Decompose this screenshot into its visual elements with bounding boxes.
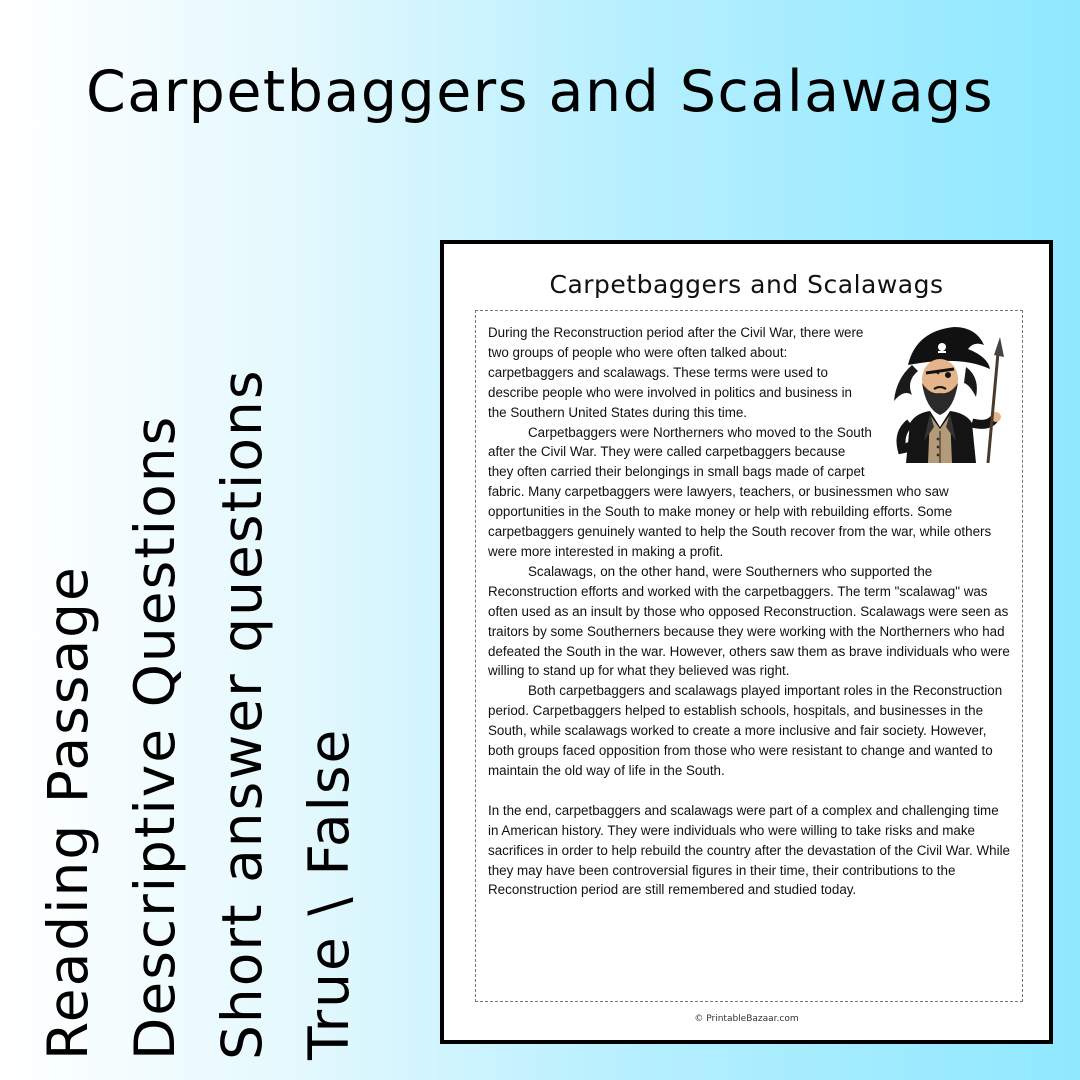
passage-text bbox=[488, 323, 1012, 900]
feature-item-true-false: True \ False bbox=[297, 727, 361, 1060]
passage-paragraph: During the Reconstruction period after the Civil War, there were two groups of people who were often talked about: carpetbaggers and scalawags. These terms were used to describe people who were involved in politics and business in the Southern United States during this time. bbox=[488, 325, 864, 420]
copyright-footer: © PrintableBazaar.com bbox=[694, 1014, 799, 1024]
passage-paragraph: In the end, carpetbaggers and scalawags were part of a complex and challenging time in American history. They were individuals who were willing to take risks and make sacrifices in order to help rebuild the country after the devastation of the Civil War. While they may have been controversial figures in their time, their contributions to the Reconstruction period are still remembered and studied today. bbox=[488, 802, 1010, 898]
passage-box bbox=[475, 310, 1023, 1002]
feature-item-reading-passage: Reading Passage bbox=[36, 565, 100, 1060]
feature-item-descriptive-questions: Descriptive Questions bbox=[123, 414, 187, 1060]
worksheet-preview bbox=[440, 240, 1053, 1044]
pirate-illustration-icon bbox=[876, 323, 1016, 463]
worksheet-title: Carpetbaggers and Scalawags bbox=[549, 270, 944, 299]
passage-paragraph: Both carpetbaggers and scalawags played important roles in the Reconstruction period. Carpetbaggers helped to establish schools, hospitals, and businesses in the South, while scalawags worked to create a more inclusive and fair society. However, both groups faced opposition from those who were resistant to change and wanted to maintain the old way of life in the South. bbox=[488, 683, 1003, 778]
passage-paragraph: Scalawags, on the other hand, were Southerners who supported the Reconstruction efforts and worked with the carpetbaggers. The term "scalawag" was often used as an insult by those who opposed Reconstruction. Scalawags were seen as traitors by some Southerners because they were working with the Northerners who had defeated the South in the war. However, others saw them as brave individuals who were willing to stand up for what they believed was right. bbox=[488, 563, 1010, 679]
feature-item-short-answer-questions: Short answer questions bbox=[210, 368, 274, 1060]
passage-paragraph: Carpetbaggers were Northerners who moved to the South after the Civil War. They were called carpetbaggers because they often carried their belongings in small bags made of carpet fabric. Many carpetbaggers were lawyers, teachers, or businessmen who saw opportunities in the South to make money or help with rebuilding efforts. Some carpetbaggers genuinely wanted to help the South recover from the war, while others were more interested in making a profit. bbox=[488, 424, 992, 559]
feature-list bbox=[25, 280, 373, 1060]
page-title: Carpetbaggers and Scalawags bbox=[85, 59, 995, 125]
